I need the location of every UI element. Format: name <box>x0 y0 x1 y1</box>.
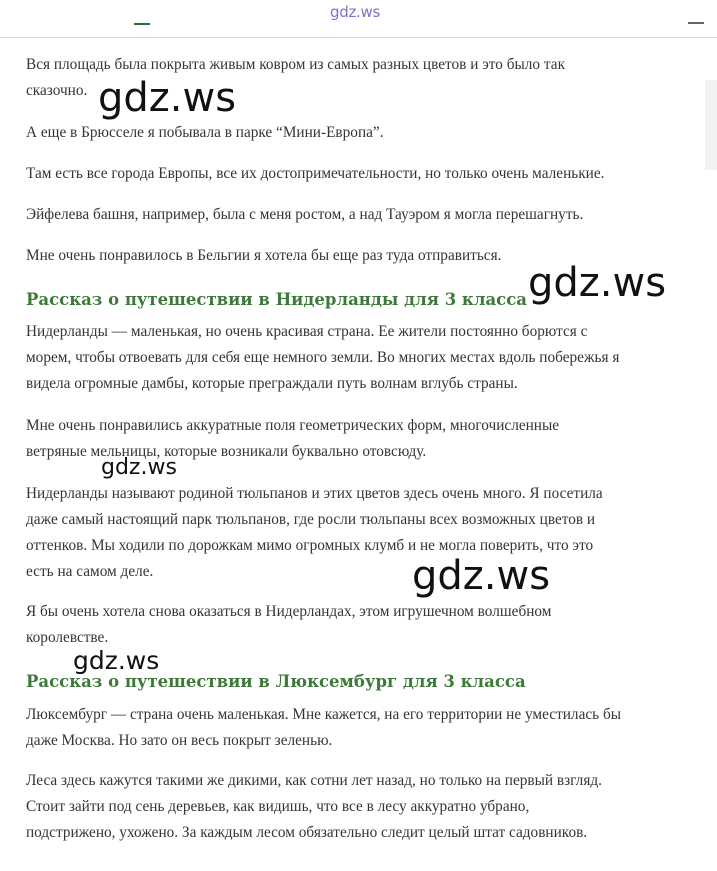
article-paragraph: Эйфелева башня, например, была с меня ростом, а над Тауэром я могла перешагнуть. <box>26 206 584 223</box>
watermark: gdz.ws <box>98 75 237 121</box>
article-paragraph: Люксембург — страна очень маленькая. Мне кажется, на его территории не уместилась бы даже Москва. Но зато он весь покрыт зеленью. <box>26 706 622 749</box>
article-paragraph: Леса здесь кажутся такими же дикими, как сотни лет назад, но только на первый взгляд. Стоит зайти под сень деревьев, как видишь, что все в лесу аккуратно убрано, подстрижено, ухожено. За каждым лесом обязательно следит целый штат садовников. <box>26 772 602 841</box>
article-paragraph: Нидерланды — маленькая, но очень красивая страна. Ее жители постоянно борются с морем, чтобы отвоевать для себя еще немного земли. Во многих местах вдоль побережья я видела огромные дамбы, которые преграждали путь волнам вглубь страны. <box>26 323 620 392</box>
article-paragraph: Мне очень понравилось в Бельгии я хотела бы еще раз туда отправиться. <box>26 247 502 264</box>
article-paragraph: Мне очень понравились аккуратные поля геометрических форм, многочисленные ветряные мельницы, которые возникали буквально отовсюду. <box>26 417 560 460</box>
section-heading-luxembourg: Рассказ о путешествии в Люксембург для 3 класса <box>26 672 526 691</box>
watermark: gdz.ws <box>73 646 160 675</box>
article-paragraph: Я бы очень хотела снова оказаться в Нидерландах, этом игрушечном волшебном королевстве. <box>26 603 552 646</box>
top-bar <box>0 0 717 38</box>
close-icon[interactable] <box>688 22 704 24</box>
article-paragraph: Нидерланды называют родиной тюльпанов и этих цветов здесь очень много. Я посетила даже самый настоящий парк тюльпанов, где росли тюльпаны всех возможных цветов и оттенков. Мы ходили по дорожкам мимо огромных клумб и не могла поверить, что это есть на самом деле. <box>26 485 603 580</box>
article-paragraph: Там есть все города Европы, все их достопримечательности, но только очень маленькие. <box>26 165 605 182</box>
section-heading-netherlands: Рассказ о путешествии в Нидерланды для 3 класса <box>26 290 527 309</box>
watermark: gdz.ws <box>101 455 177 480</box>
scroll-track[interactable] <box>705 80 717 170</box>
site-logo[interactable]: gdz.ws <box>330 3 380 21</box>
article-paragraph: А еще в Брюсселе я побывала в парке “Мини-Европа”. <box>26 124 384 141</box>
menu-toggle-icon[interactable] <box>134 23 150 25</box>
watermark: gdz.ws <box>412 553 551 599</box>
article-paragraph: Вся площадь была покрыта живым ковром из самых разных цветов и это было так сказочно. <box>26 56 565 99</box>
watermark: gdz.ws <box>528 260 667 306</box>
